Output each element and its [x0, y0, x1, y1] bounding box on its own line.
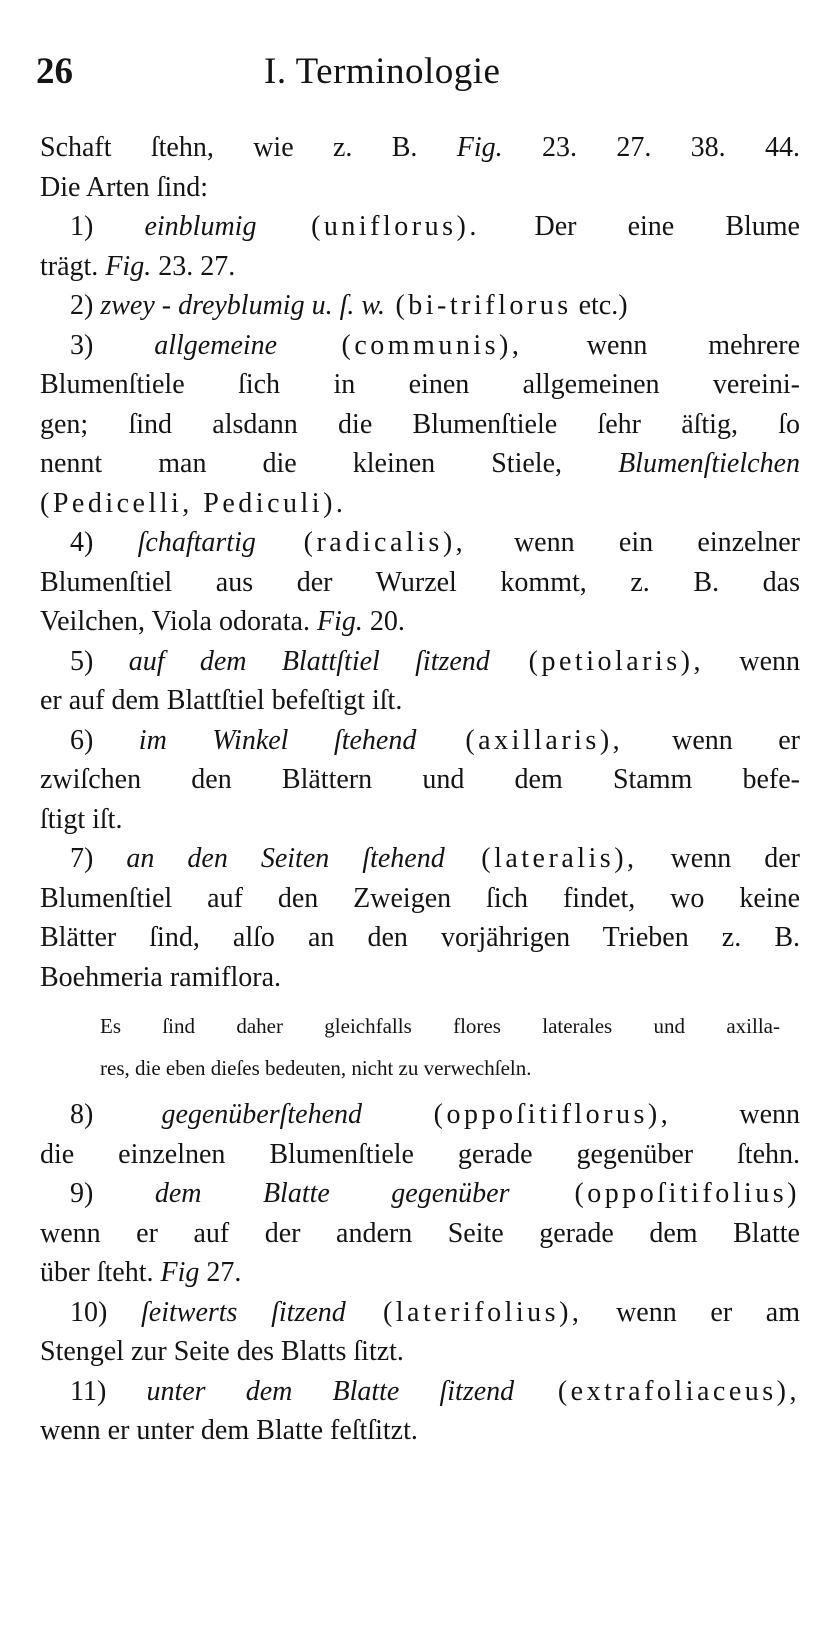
text-line: Blumenſtiele ſich in einen allgemeinen vereini- [40, 369, 800, 400]
list-item-8: 8) gegenüberſtehend (oppoſitiflorus), wenn [70, 1099, 800, 1130]
list-item-5: 5) auf dem Blattſtiel ſitzend (petiolaris), wenn [70, 645, 800, 677]
text-line: (Pedicelli, Pediculi). [40, 487, 347, 519]
text-line: Veilchen, Viola odorata. Fig. 20. [40, 606, 405, 637]
list-item-6: 6) im Winkel ſtehend (axillaris), wenn er [70, 724, 800, 756]
list-item-7: 7) an den Seiten ſtehend (lateralis), wenn der [70, 843, 800, 874]
footnote-line: res, die eben dieſes bedeuten, nicht zu verwechſeln. [100, 1056, 532, 1080]
text-line: Boehmeria ramiflora. [40, 961, 282, 993]
list-item-3: 3) allgemeine (communis), wenn mehrere [70, 329, 800, 361]
list-item-10: 10) ſeitwerts ſitzend (laterifolius), wenn er am [70, 1296, 800, 1328]
text-line: Blätter ſind, alſo an den vorjährigen Trieben z. B. [40, 922, 800, 953]
running-title: I. Terminologie [264, 51, 501, 92]
list-item-4: 4) ſchaftartig (radicalis), wenn ein einzelner [70, 527, 800, 558]
text-line: wenn er unter dem Blatte feſtſitzt. [40, 1415, 418, 1446]
list-item-11: 11) unter dem Blatte ſitzend (extrafoliaceus), [70, 1375, 800, 1407]
list-item-9: 9) dem Blatte gegenüber (oppoſitifolius) [70, 1178, 800, 1209]
list-item-2: 2) zwey - dreyblumig u. ſ. w. (bi-triflorus etc.) [70, 290, 628, 321]
text-line: Blumenſtiel aus der Wurzel kommt, z. B. das [40, 566, 800, 598]
text-line: Blumenſtiel auf den Zweigen ſich findet, wo keine [40, 882, 800, 914]
text-line: wenn er auf der andern Seite gerade dem Blatte [40, 1217, 800, 1249]
page-header [36, 50, 790, 100]
text-line: nennt man die kleinen Stiele, Blumenſtielchen [40, 448, 800, 479]
main-text [40, 128, 800, 1451]
text-line: Die Arten ſind: [40, 171, 208, 203]
text-line: zwiſchen den Blättern und dem Stamm befe- [40, 764, 800, 795]
list-item-1: 1) einblumig (uniflorus). Der eine Blume [70, 211, 800, 242]
text-line: Schaft ſtehn, wie z. B. Fig. 23. 27. 38. 44. [40, 132, 800, 163]
text-line: er auf dem Blattſtiel befeſtigt iſt. [40, 685, 403, 716]
text-line: die einzelnen Blumenſtiele gerade gegenüber ſtehn. [40, 1138, 800, 1170]
text-line: ſtigt iſt. [40, 803, 123, 835]
text-line: trägt. Fig. 23. 27. [40, 250, 236, 282]
page-number: 26 [36, 51, 73, 92]
text-line: über ſteht. Fig 27. [40, 1257, 242, 1288]
text-line: gen; ſind alsdann die Blumenſtiele ſehr äſtig, ſo [40, 408, 800, 440]
text-line: Stengel zur Seite des Blatts ſitzt. [40, 1336, 404, 1367]
footnote-line: Es ſind daher gleichfalls flores laterales und axilla- [100, 1014, 780, 1038]
